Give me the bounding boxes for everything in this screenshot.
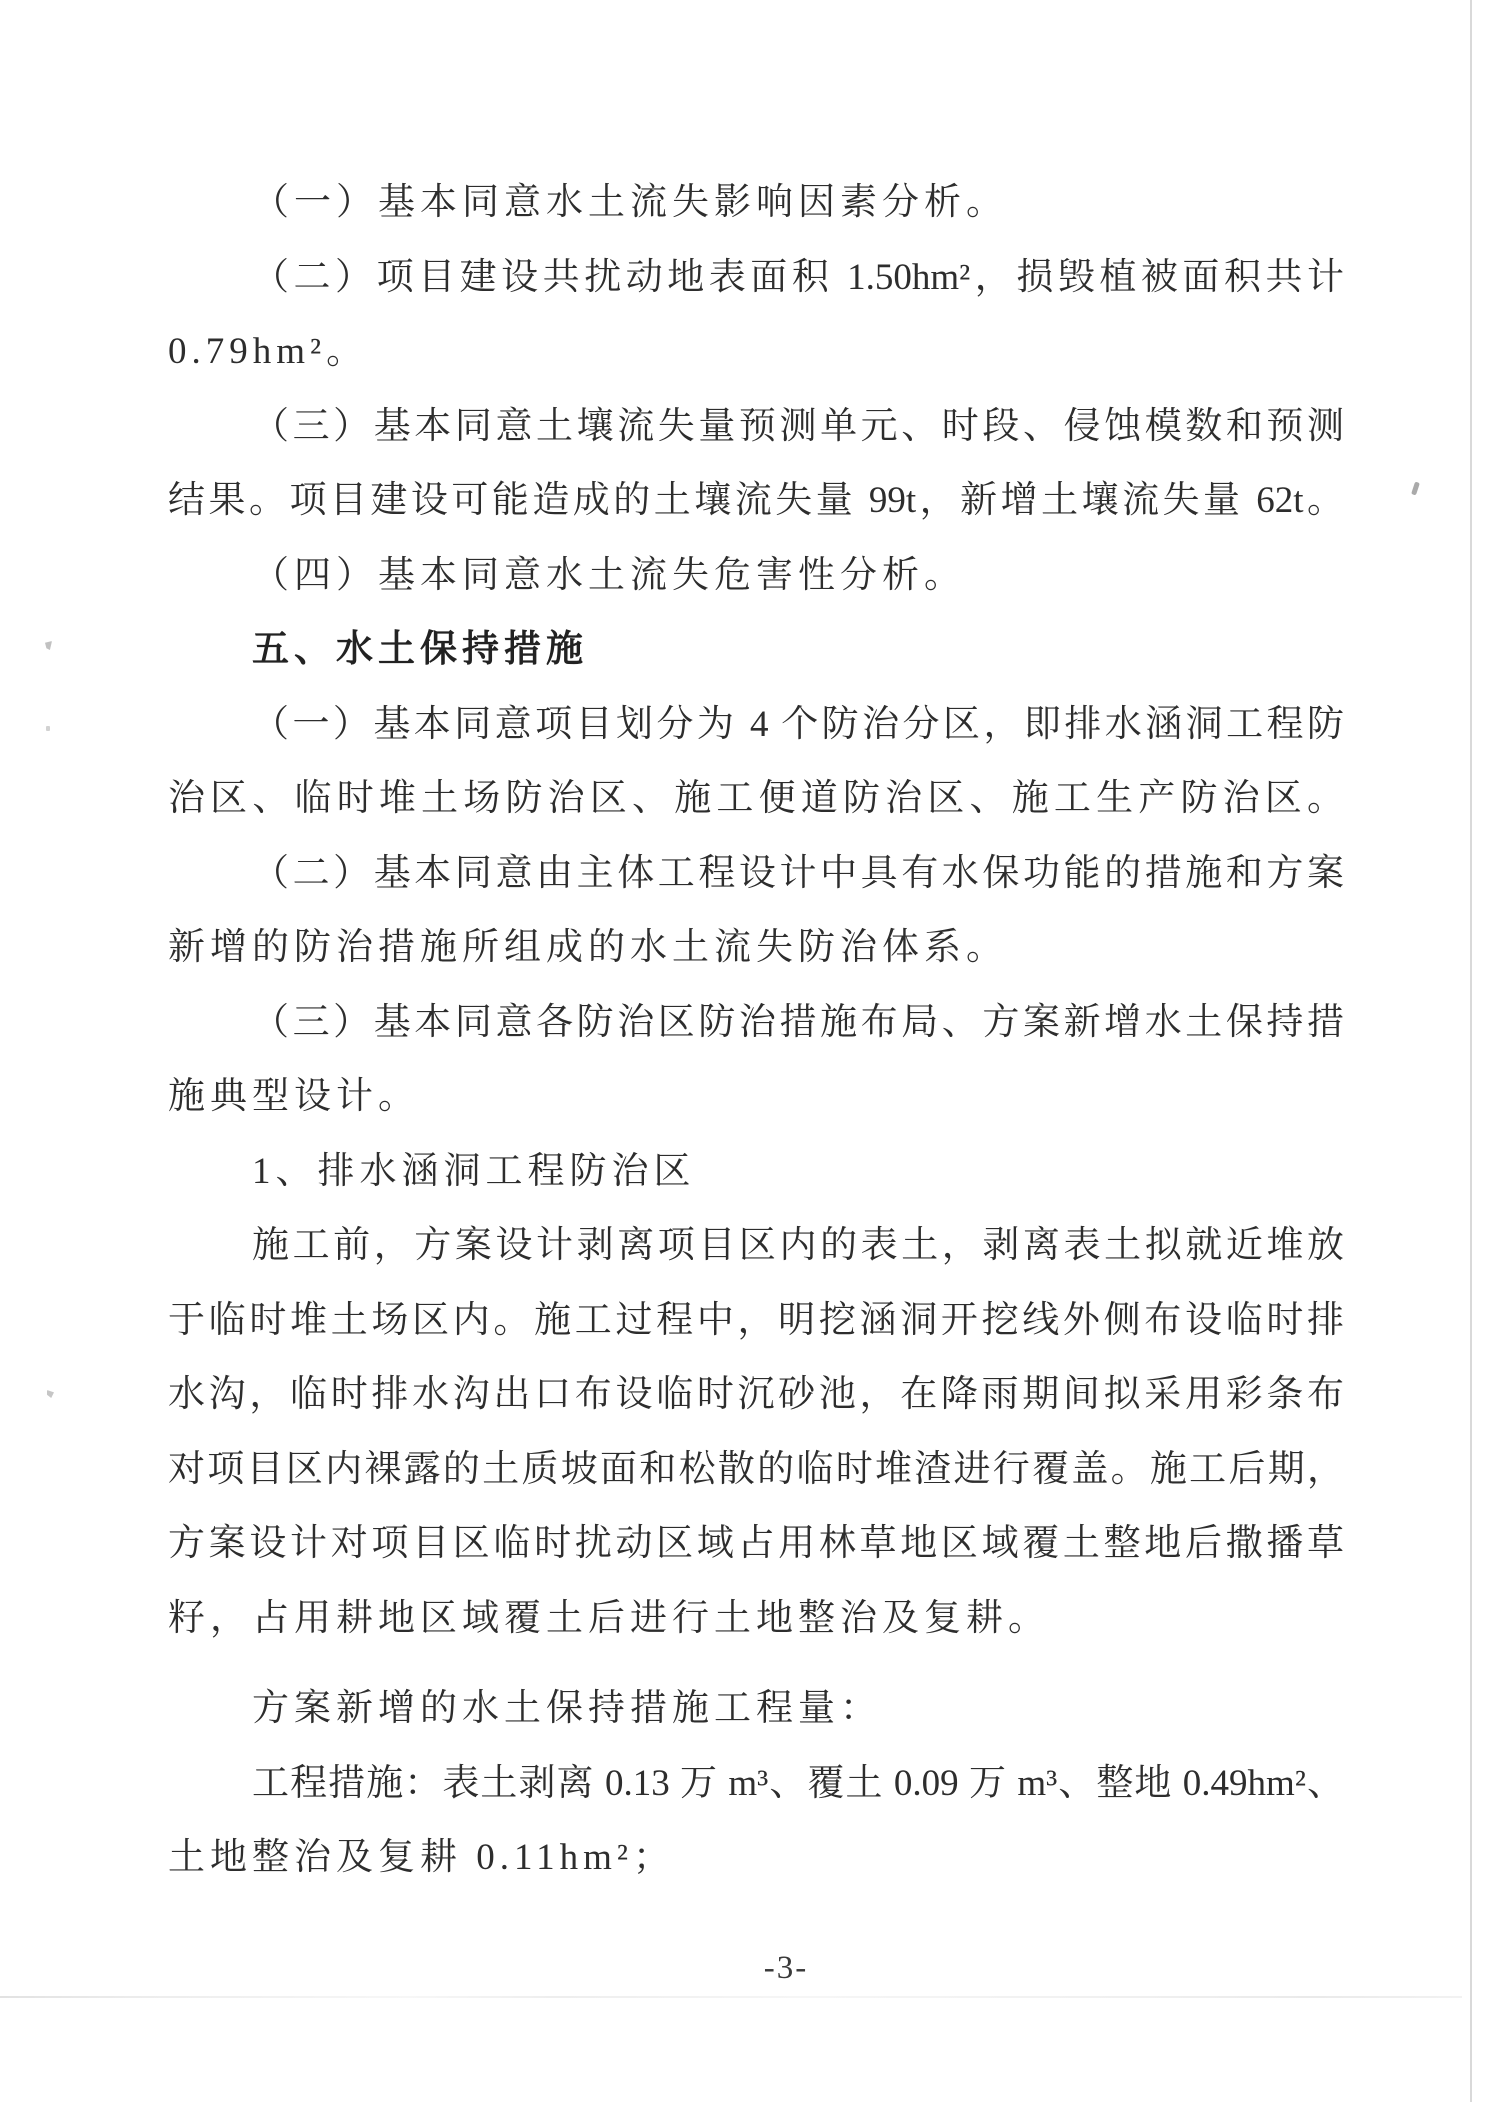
- scan-artifact: [46, 726, 50, 731]
- text-line: （一）基本同意项目划分为 4 个防治分区，即排水涵洞工程防: [252, 703, 1344, 745]
- text-line: （三）基本同意土壤流失量预测单元、时段、侵蚀模数和预测: [252, 405, 1344, 447]
- text-line: 方案设计对项目区临时扰动区域占用林草地区域覆土整地后撒播草: [168, 1523, 1344, 1564]
- text-line: 水沟，临时排水沟出口布设临时沉砂池，在降雨期间拟采用彩条布: [168, 1374, 1344, 1415]
- text-line: （四）基本同意水土流失危害性分析。: [252, 554, 966, 596]
- text-line: 新增的防治措施所组成的水土流失防治体系。: [168, 927, 1008, 968]
- page-number: -3-: [763, 1950, 809, 1986]
- section-heading: 五、水土保持措施: [252, 629, 588, 670]
- scan-artifact: [1411, 482, 1420, 496]
- scan-artifact: [45, 641, 52, 650]
- text-line: （一）基本同意水土流失影响因素分析。: [252, 182, 1008, 223]
- text-line: （二）项目建设共扰动地表面积 1.50hm²，损毁植被面积共计: [252, 256, 1344, 298]
- text-line: 治区、临时堆土场防治区、施工便道防治区、施工生产防治区。: [168, 778, 1344, 819]
- text-line: 籽，占用耕地区域覆土后进行土地整治及复耕。: [168, 1597, 1050, 1639]
- footer-rule: [0, 1996, 1462, 1998]
- document-body: [168, 166, 1344, 1896]
- text-line: 0.79hm²。: [168, 331, 369, 372]
- text-line: 施工前，方案设计剥离项目区内的表土，剥离表土拟就近堆放: [252, 1225, 1344, 1266]
- text-line: 工程措施：表土剥离 0.13 万 m³、覆土 0.09 万 m³、整地 0.49hm²、: [252, 1762, 1344, 1804]
- text-line: （三）基本同意各防治区防治措施布局、方案新增水土保持措: [252, 1001, 1344, 1043]
- scan-artifact: [47, 1390, 54, 1398]
- text-line: 结果。项目建设可能造成的土壤流失量 99t，新增土壤流失量 62t。: [168, 480, 1344, 521]
- text-line: 对项目区内裸露的土质坡面和松散的临时堆渣进行覆盖。施工后期，: [168, 1448, 1344, 1490]
- text-line: 土地整治及复耕 0.11hm²；: [168, 1837, 675, 1878]
- text-line: 施典型设计。: [168, 1076, 420, 1117]
- text-line: （二）基本同意由主体工程设计中具有水保功能的措施和方案: [252, 852, 1344, 894]
- scan-page-edge-line: [1470, 0, 1472, 2102]
- text-line: 于临时堆土场区内。施工过程中，明挖涵洞开挖线外侧布设临时排: [168, 1299, 1344, 1341]
- text-line: 1、排水涵洞工程防治区: [252, 1150, 696, 1192]
- text-line: 方案新增的水土保持措施工程量：: [252, 1688, 882, 1729]
